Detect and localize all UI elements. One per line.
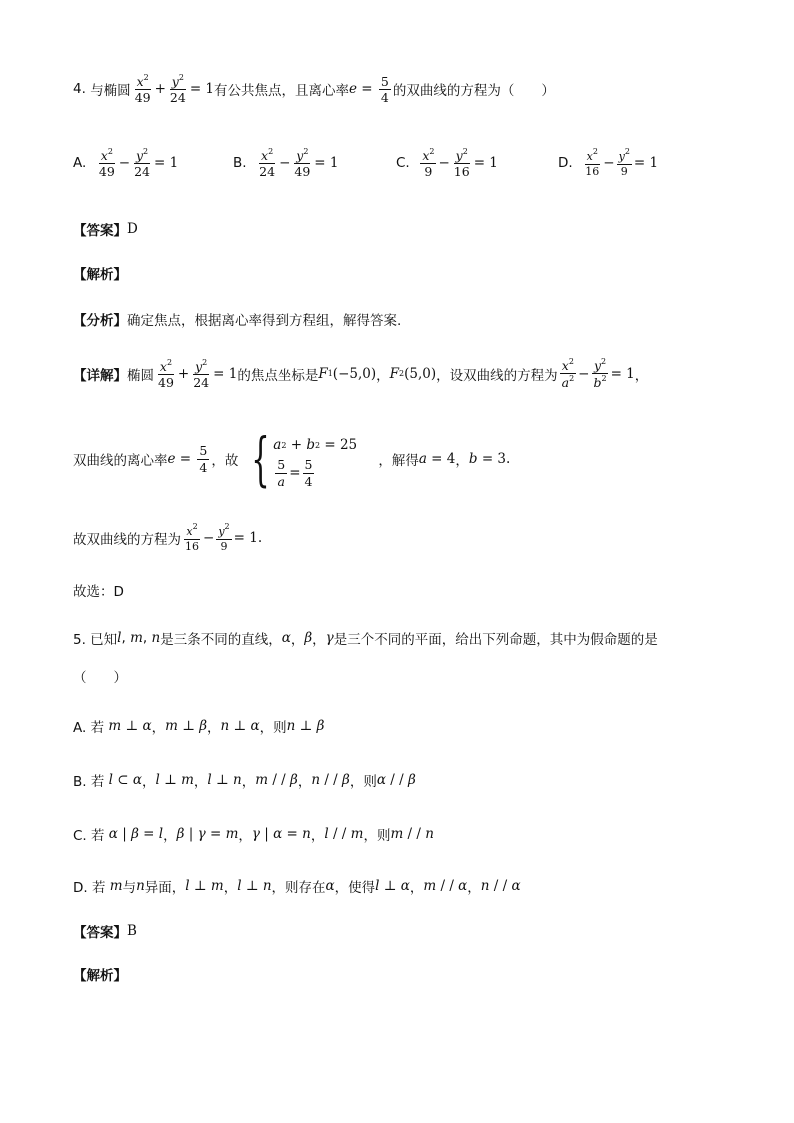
q5-analysis-heading: 【解析】 [73,968,127,984]
q4-analysis-heading: 【解析】 [73,267,127,283]
q4-answer: 【答案】 D [73,221,138,239]
q4-final-choice: 故选：D [73,584,124,600]
equation-system: { a 2 + b 2 = 25 $\frac{5}{a}$ = $\frac{5}{4}$ [251,425,358,493]
option-b: B. $\frac{x^2}{24}$ − $\frac{y^2}{49}$ = 1 [233,147,339,180]
q5-option-d: D. 若 m 与 n 异面， l ⊥ m ， l ⊥ n ，则存在 α ，使得 l ⊥ α ， m / / α ， n / / α [73,878,521,896]
q4-fenxi: 【分析】 确定焦点，根据离心率得到方程组，解得答案. [73,313,402,329]
q5-option-c: C. 若 α | β = l ， β | γ = m ， γ | α = n ， l / / m ， 则 m / / n [73,826,434,844]
q4-stem: 4. 与椭圆 $\frac{x^2}{49}$ + $\frac{y^2}{24}$ = 1 有公共焦点，且离心率 e = $\frac{5}{4}$ 的双曲线的方程为（ ） [73,73,555,106]
q5-option-a: A. 若 m ⊥ α ， m ⊥ β ， n ⊥ α ， 则 n ⊥ β [73,718,325,736]
question-number: 4. [73,81,86,98]
q4-detail-line1: 【详解】 椭圆 $\frac{x^2}{49}$ + $\frac{y^2}{24}$ = 1 的焦点坐标是 F 1 (−5,0) ， F 2 (5,0) ，设双曲线的方程为 $\frac{x^2}{a^2}$ − $\frac{y^2}{b^2}$ = 1 ， [73,357,649,391]
q4-detail-line2: 双曲线的离心率 e = $\frac{5}{4}$ ，故 { a 2 + b 2 = 25 $\frac{5}{a}$ = $\frac{5}{4}$ ，解得 a = 4 ， b = 3 . [73,425,511,493]
q5-stem-paren: （ ） [73,670,127,686]
q4-detail-line3: 故双曲线的方程为 $\frac{x^2}{16}$ − $\frac{y^2}{9}$ = 1. [73,522,263,553]
fraction: $\frac{x^2}{49}$ [134,73,151,106]
q5-stem: 5. 已知 l , m , n 是三条不同的直线， α ， β ， γ 是三个不同的平面，给出下列命题，其中为假命题的是 [73,630,658,648]
fraction: $\frac{y^2}{24}$ [169,73,186,106]
option-d: D. $\frac{x^2}{16}$ − $\frac{y^2}{9}$ = 1 [558,147,659,178]
fraction: $\frac{5}{4}$ [380,73,389,105]
q5-answer: 【答案】 B [73,923,137,941]
q5-option-b: B. 若 l ⊂ α ， l ⊥ m ， l ⊥ n ， m / / β ， n / / β ， 则 α / / β [73,772,416,790]
option-a: A. $\frac{x^2}{49}$ − $\frac{y^2}{24}$ = 1 [73,147,179,180]
option-c: C. $\frac{x^2}{9}$ − $\frac{y^2}{16}$ = 1 [396,147,498,180]
